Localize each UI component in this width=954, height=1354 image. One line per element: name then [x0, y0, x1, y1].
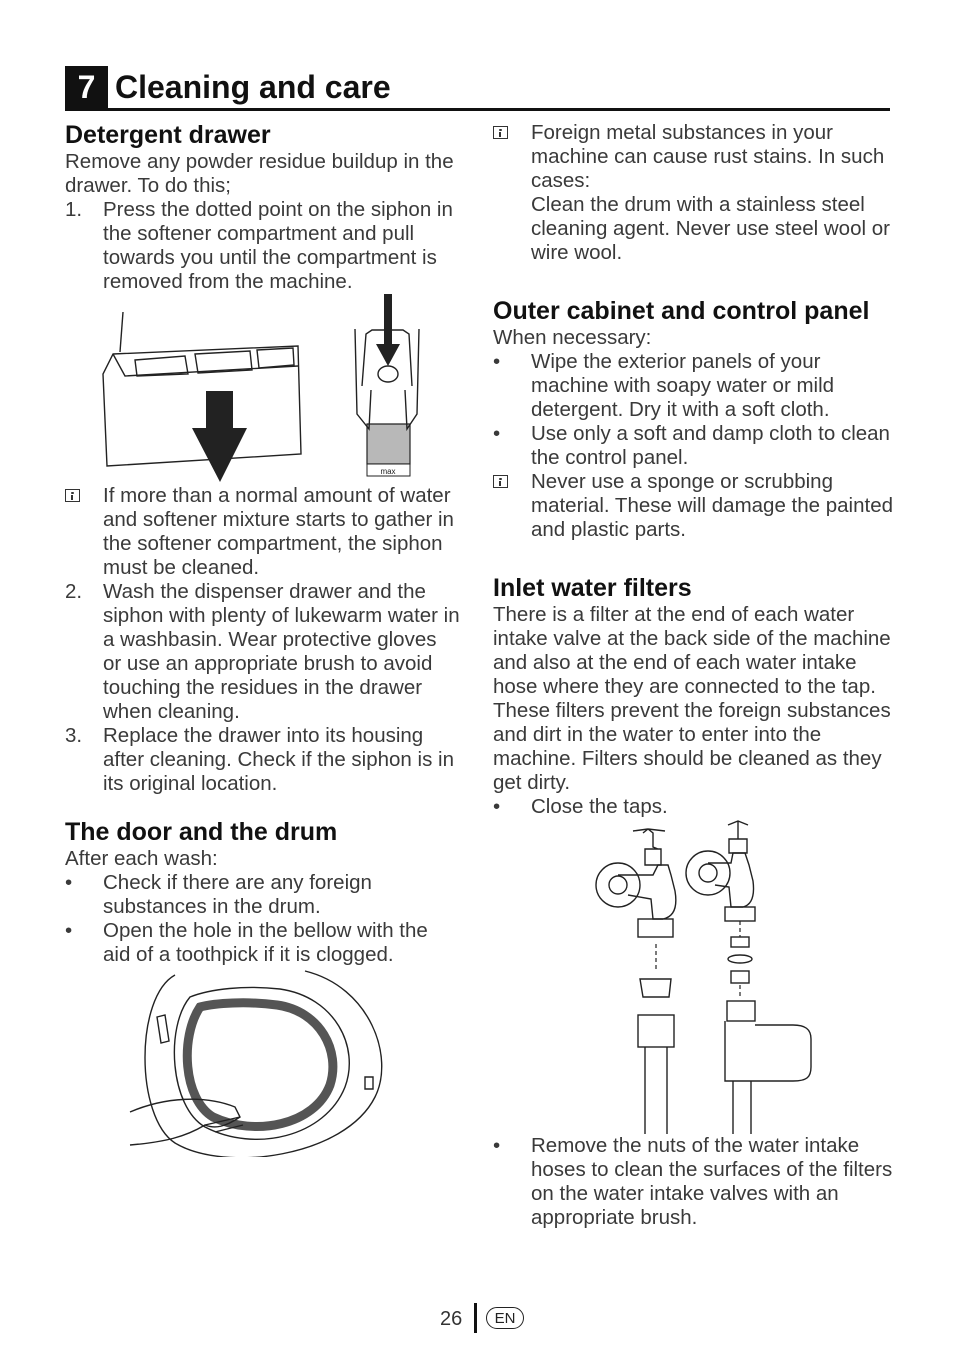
cabinet-bullet-1	[493, 350, 893, 422]
section-title-detergent-drawer: Detergent drawer	[65, 121, 271, 149]
step-1-text: Press the dotted point on the siphon in the softener compartment and pull towards you until the compartment is removed from the machine.	[103, 198, 453, 293]
right-column	[493, 121, 893, 1230]
filters-bullet-1-text: Close the taps.	[531, 795, 668, 818]
door-bullet-2	[65, 919, 460, 967]
door-bullet-1-text: Check if there are any foreign substances in the drum.	[103, 871, 372, 918]
note-sponge-text: Never use a sponge or scrubbing material. These will damage the painted and plastic parts.	[531, 470, 893, 541]
siphon-dotted-point	[378, 366, 398, 382]
note-foreign-metal	[493, 121, 893, 265]
page-footer	[0, 1303, 954, 1335]
chapter-number: 7	[65, 66, 108, 108]
left-column	[65, 121, 460, 1157]
note-foreign-metal-line2: Clean the drum with a stainless steel cleaning agent. Never use steel wool or wire wool.	[531, 193, 890, 264]
door-bellow	[187, 1003, 333, 1127]
filters-bullet-1	[493, 795, 893, 819]
section-title-outer-cabinet: Outer cabinet and control panel	[493, 297, 870, 325]
right-valve-block	[725, 1021, 811, 1081]
filters-bullet-2	[493, 1134, 893, 1230]
drawer-compartment-right	[257, 348, 294, 368]
siphon-body	[367, 424, 410, 464]
door-hinge	[157, 1015, 169, 1043]
bullet-icon: •	[493, 1134, 501, 1157]
door-bullet-1	[65, 871, 460, 919]
left-hose-nut	[638, 1015, 674, 1047]
step-1-number: 1.	[65, 198, 83, 221]
note-foreign-metal-line1: Foreign metal substances in your machine can cause rust stains. In such cases:	[531, 121, 885, 192]
note-softener	[65, 484, 460, 580]
note-sponge	[493, 470, 893, 542]
step-3-text: Replace the drawer into its housing after cleaning. Check if the siphon is in its original location.	[103, 724, 454, 795]
left-tap-body	[618, 865, 676, 919]
step-3-number: 3.	[65, 724, 83, 747]
right-tap-handle	[728, 821, 748, 853]
step-3	[65, 724, 460, 796]
step-1	[65, 198, 460, 294]
left-filter-cap	[640, 979, 671, 997]
left-tap-thread	[638, 919, 673, 937]
info-icon	[65, 489, 80, 502]
right-nut	[731, 937, 749, 947]
step-2-text: Wash the dispenser drawer and the siphon with plenty of lukewarm water in a washbasin. Wear protective gloves or use an appropriate brush to avoid touching the residues in the drawer when cleaning.	[103, 580, 460, 723]
siphon-max-label: max	[380, 467, 396, 476]
cabinet-intro: When necessary:	[493, 326, 652, 349]
section-title-door-drum: The door and the drum	[65, 818, 338, 846]
bullet-icon: •	[65, 871, 73, 894]
door-latch	[365, 1077, 373, 1089]
drawer-housing-line	[120, 312, 123, 352]
taps-filters-illustration	[493, 819, 893, 1134]
cabinet-bullet-2-text: Use only a soft and damp cloth to clean the control panel.	[531, 422, 890, 469]
chapter-title: Cleaning and care	[115, 69, 391, 105]
bullet-icon: •	[493, 422, 501, 445]
cabinet-bullet-1-text: Wipe the exterior panels of your machine with soapy water or mild detergent. Dry it with a soft cloth.	[531, 350, 835, 421]
cabinet-bullet-2	[493, 422, 893, 470]
right-tap-thread	[725, 907, 755, 921]
footer-divider	[474, 1303, 477, 1333]
step-2	[65, 580, 460, 724]
right-washer	[728, 955, 752, 963]
filters-bullet-2-text: Remove the nuts of the water intake hoses to clean the surfaces of the filters on the water intake valves with an appropriate brush.	[531, 1134, 893, 1229]
language-badge: EN	[486, 1307, 524, 1329]
right-hose-nut	[727, 1001, 755, 1021]
left-tap-flange	[596, 863, 640, 907]
bullet-icon: •	[65, 919, 73, 942]
note-softener-text: If more than a normal amount of water and softener mixture starts to gather in the softener compartment, the siphon must be cleaned.	[103, 484, 454, 579]
right-hose	[733, 1081, 751, 1134]
drawer-body	[103, 346, 301, 466]
bullet-icon: •	[493, 350, 501, 373]
door-bullet-2-text: Open the hole in the bellow with the aid of a toothpick if it is clogged.	[103, 919, 428, 966]
left-hose	[645, 1047, 667, 1134]
right-tap-flange	[686, 851, 730, 895]
detergent-drawer-illustration	[65, 294, 460, 484]
arrow-down-icon	[192, 391, 247, 482]
filters-body: There is a filter at the end of each water intake valve at the back side of the machine and also at the end of each water intake hose where they are connected to the tap. These filters prevent the foreign substances and dirt in the water to enter into the machine. Filters should be cleaned as they get dirty.	[493, 603, 891, 794]
page-number: 26	[440, 1308, 463, 1330]
step-2-number: 2.	[65, 580, 83, 603]
left-tap-handle	[633, 829, 665, 865]
chapter-header	[65, 66, 890, 111]
info-icon	[493, 475, 508, 488]
bullet-icon: •	[493, 795, 501, 818]
drum-door-illustration	[65, 967, 460, 1157]
door-intro: After each wash:	[65, 847, 218, 870]
right-tap-body	[708, 853, 754, 907]
detergent-intro: Remove any powder residue buildup in the drawer. To do this;	[65, 150, 454, 197]
right-filter	[731, 971, 749, 983]
section-title-inlet-filters: Inlet water filters	[493, 574, 692, 602]
info-icon	[493, 126, 508, 139]
